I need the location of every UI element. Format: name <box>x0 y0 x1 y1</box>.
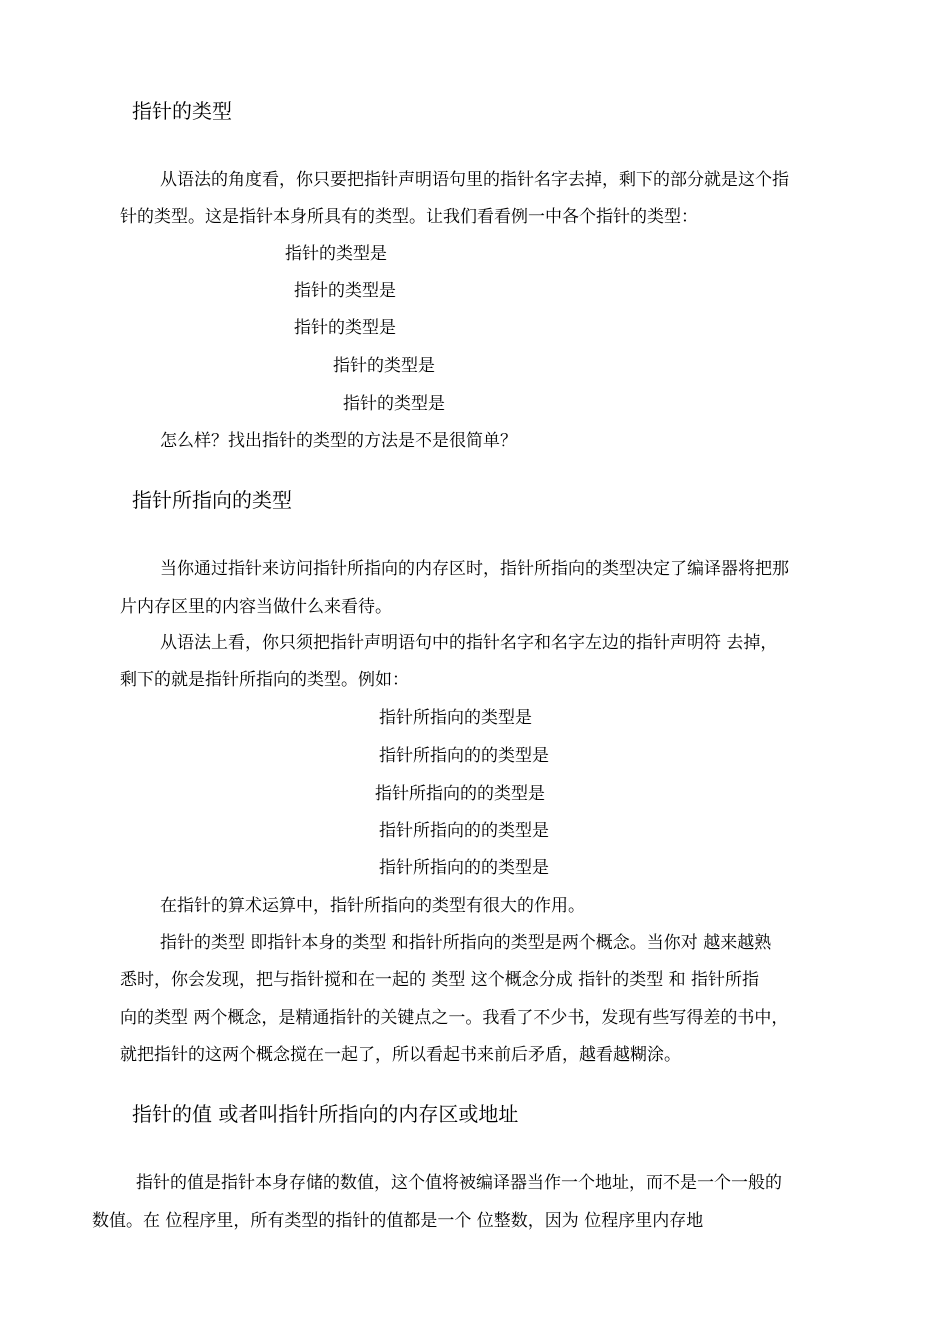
paragraph-line: 悉时，你会发现，把与指针搅和在一起的 类型 这个概念分成 指针的类型 和 指针所指 <box>120 970 760 990</box>
example-line: 指针所指向的的类型是 <box>375 784 545 804</box>
paragraph-line: 数值。在 位程序里，所有类型的指针的值都是一个 位整数，因为 位程序里内存地 <box>92 1211 704 1231</box>
example-line: 指针的类型是 <box>285 244 387 264</box>
paragraph-line: 片内存区里的内容当做什么来看待。 <box>120 597 392 617</box>
paragraph-line: 指针的值是指针本身存储的数值，这个值将被编译器当作一个地址，而不是一个一般的 <box>136 1173 782 1193</box>
paragraph-line: 针的类型。这是指针本身所具有的类型。让我们看看例一中各个指针的类型： <box>120 207 698 227</box>
example-line: 指针所指向的的类型是 <box>379 821 549 841</box>
paragraph-line: 剩下的就是指针所指向的类型。例如： <box>120 670 409 690</box>
example-line: 指针的类型是 <box>294 281 396 301</box>
example-line: 指针所指向的的类型是 <box>379 858 549 878</box>
section-heading-pointed-type: 指针所指向的类型 <box>132 488 292 512</box>
paragraph-line: 从语法上看，你只须把指针声明语句中的指针名字和名字左边的指针声明符 去掉， <box>160 633 778 653</box>
paragraph-line: 就把指针的这两个概念搅在一起了，所以看起书来前后矛盾，越看越糊涂。 <box>120 1045 681 1065</box>
example-line: 指针所指向的的类型是 <box>379 746 549 766</box>
example-line: 指针的类型是 <box>333 356 435 376</box>
paragraph-line: 向的类型 两个概念，是精通指针的关键点之一。我看了不少书，发现有些写得差的书中， <box>120 1008 789 1028</box>
paragraph-line: 在指针的算术运算中，指针所指向的类型有很大的作用。 <box>160 896 585 916</box>
paragraph-line: 当你通过指针来访问指针所指向的内存区时，指针所指向的类型决定了编译器将把那 <box>160 559 789 579</box>
example-line: 指针所指向的类型是 <box>379 708 532 728</box>
paragraph-line: 从语法的角度看，你只要把指针声明语句里的指针名字去掉，剩下的部分就是这个指 <box>160 170 789 190</box>
paragraph-line: 指针的类型 即指针本身的类型 和指针所指向的类型是两个概念。当你对 越来越熟 <box>160 933 772 953</box>
section-heading-pointer-value: 指针的值 或者叫指针所指向的内存区或地址 <box>132 1102 519 1126</box>
example-line: 指针的类型是 <box>294 318 396 338</box>
paragraph-line: 怎么样？找出指针的类型的方法是不是很简单？ <box>160 431 517 451</box>
section-heading-pointer-type: 指针的类型 <box>132 99 232 123</box>
example-line: 指针的类型是 <box>343 394 445 414</box>
